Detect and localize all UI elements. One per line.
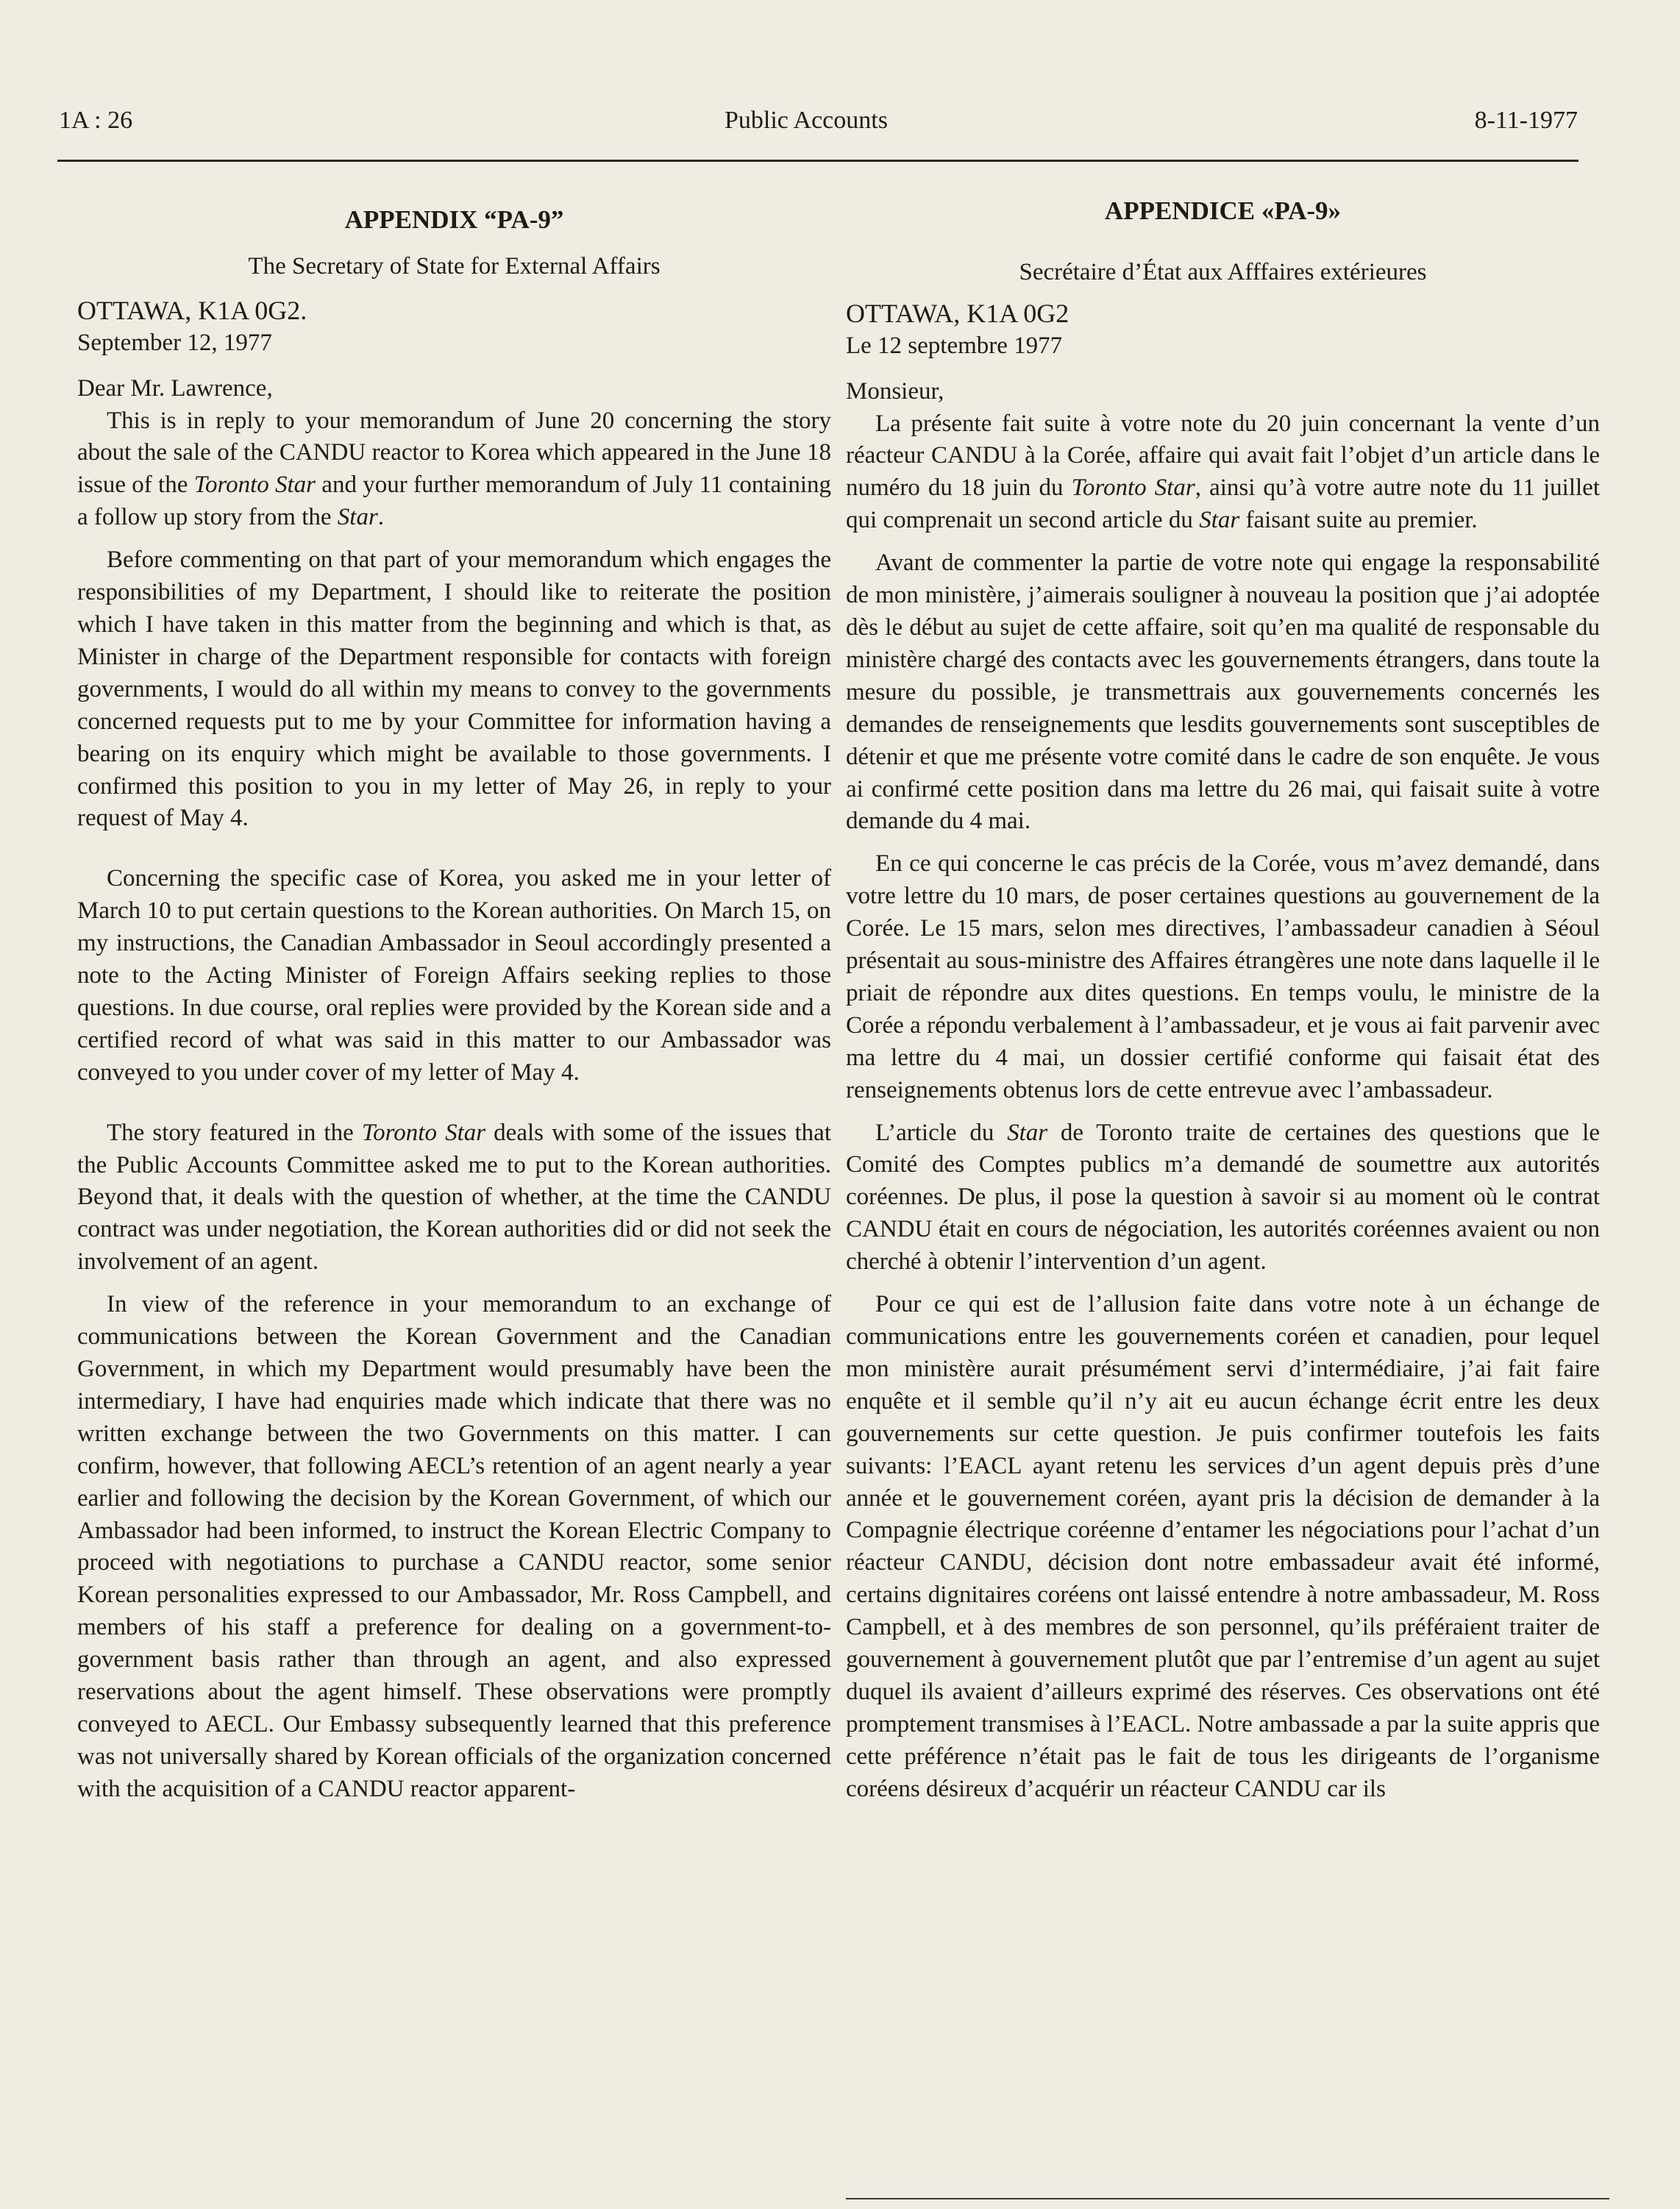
letter-date-fr: Le 12 septembre 1977 [846,332,1063,359]
letter-date: September 12, 1977 [77,329,272,356]
running-title: Public Accounts [725,107,888,134]
header-rule [57,160,1578,162]
page-header [59,107,1578,151]
paragraph-4: The story featured in the Toronto Star deals with some of the issues that the Public Accounts Committee asked me to put to the Korean authorities. Beyond that, it deals with the question of whether, at the time the CANDU contract was under negotiation, the Korean authorities did or did not seek the involvement of an agent. [77,1119,831,1276]
appendix-heading: APPENDIX “PA-9” [344,205,564,234]
paragraph-4-fr: L’article du Star de Toronto traite de certaines des questions que le Comité des Comptes publics m’a demandé de soumettre aux autorités coréennes. De plus, il pose la question à savoir si au moment où le contrat CANDU était en cours de négociation, les autorités coréennes avaient ou non cherché à obtenir l’intervention d’un agent. [846,1119,1600,1276]
sender-title-fr: Secrétaire d’État aux Afffaires extérieures [1019,258,1427,285]
paragraph-3: Concerning the specific case of Korea, you asked me in your letter of March 10 to put certain questions to the Korean authorities. On March 15, on my instructions, the Canadian Ambassador in Seoul accordingly presented a note to the Acting Minister of Foreign Affairs seeking replies to those questions. In due course, oral replies were provided by the Korean side and a certified record of what was said in this matter to our Ambassador was conveyed to you under cover of my letter of May 4. [77,865,831,1086]
paragraph-1-fr: La présente fait suite à votre note du 20 juin concernant la vente d’un réacteur CANDU à la Corée, affaire qui avait fait l’objet d’un article dans le numéro du 18 juin du Toronto Star, ainsi qu’à votre autre note du 11 juillet qui comprenait un second article du Star faisant suite au premier. [846,410,1600,534]
salutation-fr: Monsieur, [846,377,944,405]
salutation: Dear Mr. Lawrence, [77,374,273,402]
appendix-heading-fr: APPENDICE «PA-9» [1104,196,1342,225]
paragraph-2-fr: Avant de commenter la partie de votre note qui engage la responsabilité de mon ministère, j’aimerais souligner à nouveau la position que j’ai adoptée dès le début au sujet de cette affaire, soit qu’en ma qualité de responsable du ministère chargé des contacts avec les gouvernements étrangers, dans toute la mesure du possible, je transmettrais aux gouvernements concernés les demandes de renseignements que lesdits gouvernements sont susceptibles de détenir et que me présente votre comité dans le cadre de son enquête. Je vous ai confirmé cette position dans ma lettre du 26 mai, qui faisait suite à votre demande du 4 mai. [846,549,1600,835]
letter-address-fr: OTTAWA, K1A 0G2 [846,298,1069,328]
page-number: 1A : 26 [59,107,133,134]
header-date: 8-11-1977 [1474,107,1578,134]
paragraph-3-fr: En ce qui concerne le cas précis de la Corée, vous m’avez demandé, dans votre lettre du 10 mars, de poser certaines questions au gouvernement de la Corée. Le 15 mars, selon mes directives, l’ambassadeur canadien à Séoul présentait au sous-ministre des Affaires étrangères une note dans laquelle il le priait de répondre aux dites questions. En temps voulu, le ministre de la Corée a répondu verbalement à l’ambassadeur, et je vous ai fait parvenir avec ma lettre du 4 mai, un dossier certifié conforme qui faisait état des renseignements obtenus lors de cette entrevue avec l’ambassadeur. [846,850,1600,1103]
letter-address: OTTAWA, K1A 0G2. [77,295,307,325]
english-column [77,180,831,1806]
paragraph-5-fr: Pour ce qui est de l’allusion faite dans votre note à un échange de communications entre les gouvernements coréen et canadien, pour lequel mon ministère aurait présumément servi d’intermédiaire, j’ai fait faire enquête et il semble qu’il n’y ait eu aucun échange écrit entre les deux gouvernements sur cette question. Je puis confirmer toutefois les faits suivants: l’EACL ayant retenu les services d’un agent depuis près d’une année et le gouvernement coréen, ayant pris la décision de demander à la Compagnie électrique coréenne d’entamer les négociations pour l’achat d’un réacteur CANDU, décision dont notre embassadeur avait été informé, certains dignitaires coréens ont laissé entendre à notre ambassadeur, M. Ross Campbell, et à des membres de son personnel, qu’ils préféraient traiter de gouvernement à gouvernement plutôt que par l’entremise d’un agent au sujet duquel ils avaient d’ailleurs exprimé des réserves. Ces observations ont été promptement transmises à l’EACL. Notre ambassade a par la suite appris que cette préférence n’était pas le fait de tous les dirigeants de l’organisme coréens désireux d’acquérir un réacteur CANDU car ils [846,1291,1600,1802]
sender-title: The Secretary of State for External Affairs [248,252,661,280]
footer-rule [846,2198,1609,2199]
paragraph-5: In view of the reference in your memorandum to an exchange of communications between the Korean Government and the Canadian Government, in which my Department would presumably have been the intermediary, I have had enquiries made which indicate that there was no written exchange between the two Governments on this matter. I can confirm, however, that following AECL’s retention of an agent nearly a year earlier and following the decision by the Korean Government, of which our Ambassador had been informed, to instruct the Korean Electric Company to proceed with negotiations to purchase a CANDU reactor, some senior Korean personalities expressed to our Ambassador, Mr. Ross Campbell, and members of his staff a preference for dealing on a government-to-government basis rather than through an agent, and also expressed reservations about the agent himself. These observations were promptly conveyed to AECL. Our Embassy subsequently learned that this preference was not universally shared by Korean officials of the organization concerned with the acquisition of a CANDU reactor apparent- [77,1291,831,1802]
french-column [846,180,1600,1806]
paragraph-1: This is in reply to your memorandum of June 20 concerning the story about the sale of the CANDU reactor to Korea which appeared in the June 18 issue of the Toronto Star and your further memorandum of July 11 containing a follow up story from the Star. [77,407,831,531]
paragraph-2: Before commenting on that part of your memorandum which engages the responsibilities of my Department, I should like to reiterate the position which I have taken in this matter from the beginning and which is that, as Minister in charge of the Department responsible for contacts with foreign governments, I would do all within my means to convey to the governments concerned requests put to me by your Committee for information having a bearing on its enquiry which might be available to those governments. I confirmed this position to you in my letter of May 26, in reply to your request of May 4. [77,547,831,832]
